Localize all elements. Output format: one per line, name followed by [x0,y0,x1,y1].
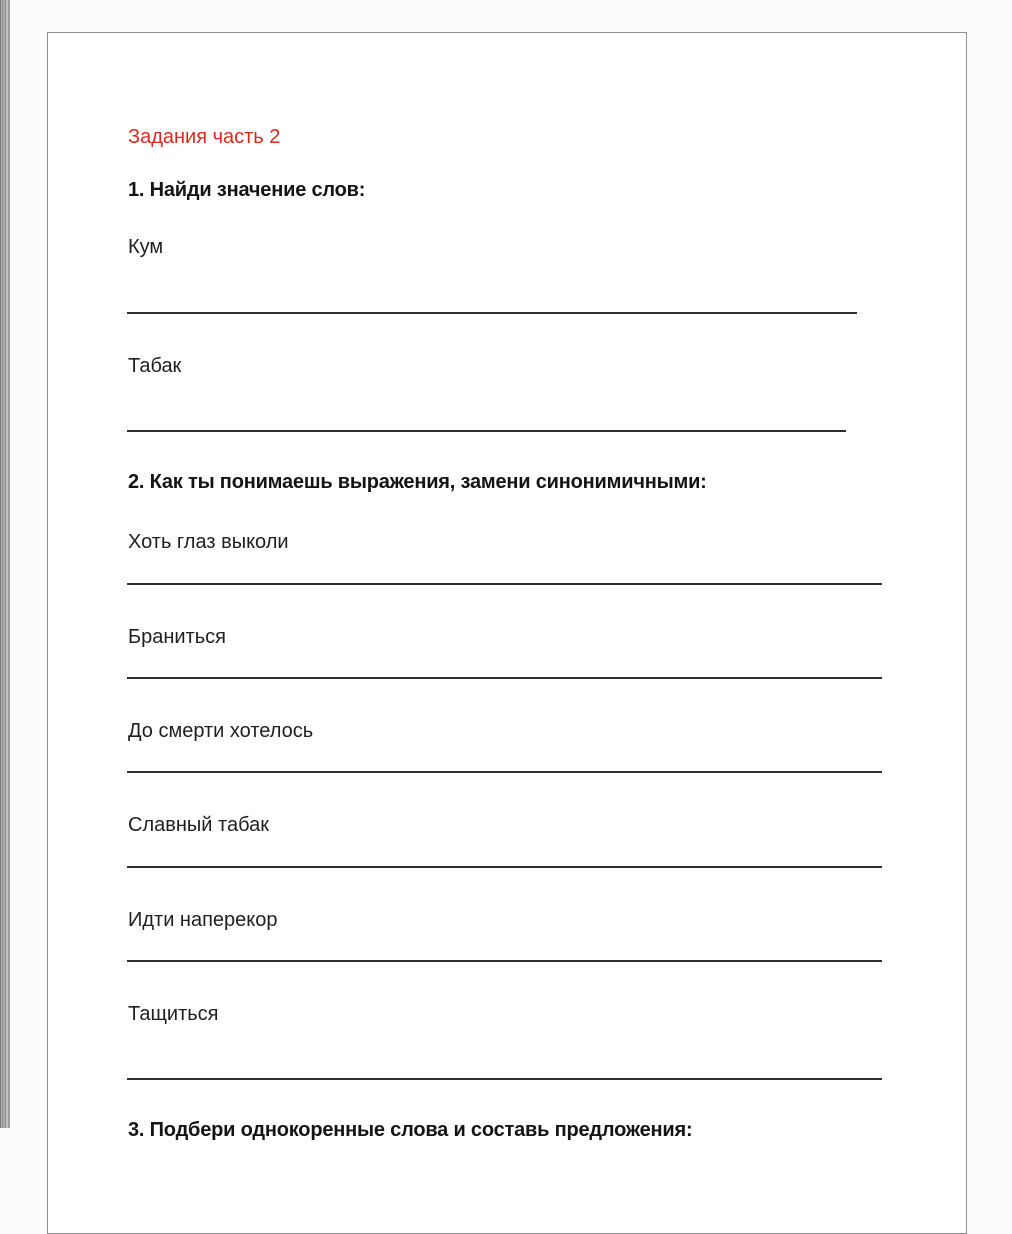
answer-line [127,1078,882,1080]
section-3-heading: 3. Подбери однокоренные слова и составь предложения: [128,1119,693,1141]
answer-line [127,583,882,585]
section-1-item-label: Кум [128,236,164,258]
section-2-item-label: Славный табак [128,814,269,836]
section-2-item-label: До смерти хотелось [128,720,314,742]
answer-line [127,430,846,432]
section-2-item-label: Хоть глаз выколи [128,531,289,553]
section-2-item-label: Браниться [128,626,226,648]
answer-line [127,960,882,962]
answer-line [127,312,857,314]
section-2-item-label: Тащиться [128,1003,219,1025]
section-2-heading: 2. Как ты понимаешь выражения, замени синонимичными: [128,471,707,493]
left-edge-strip [0,0,10,1128]
section-1-item-label: Табак [128,355,182,377]
answer-line [127,771,882,773]
worksheet-page [47,32,967,1234]
answer-line [127,866,882,868]
worksheet-title: Задания часть 2 [128,126,281,148]
section-1-heading: 1. Найди значение слов: [128,179,366,201]
section-2-item-label: Идти наперекор [128,909,278,931]
answer-line [127,677,882,679]
